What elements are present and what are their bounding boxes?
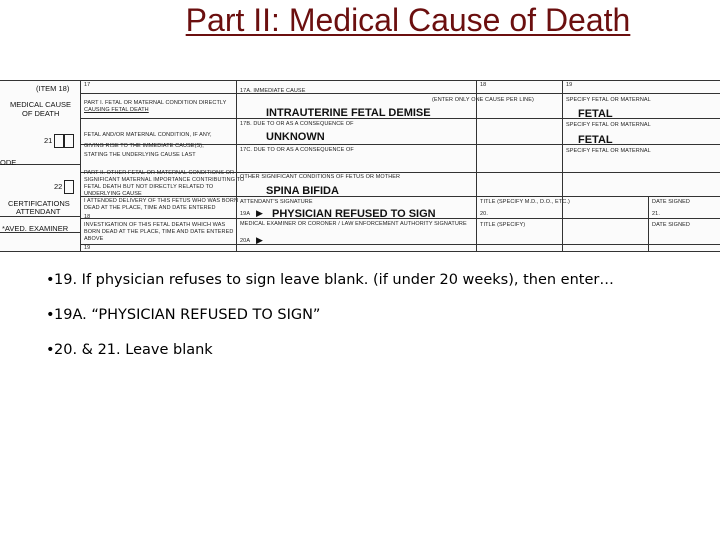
- checkbox: [64, 180, 74, 194]
- specify-label: SPECIFY FETAL OR MATERNAL: [566, 148, 651, 154]
- part2-text: PART II. OTHER FETAL OR MATERNAL CONDITIONS OR: [84, 170, 235, 176]
- part1-text: STATING THE UNDERLYING CAUSE LAST: [84, 152, 196, 158]
- signature-entry: PHYSICIAN REFUSED TO SIGN: [272, 208, 436, 220]
- row-number: 21: [44, 136, 53, 145]
- row-20a-label: 20A: [240, 238, 251, 244]
- form-rule: [0, 216, 80, 217]
- row-number: 22: [54, 182, 63, 191]
- item-header: (ITEM 18): [36, 84, 70, 93]
- row-19a-label: 19A: [240, 211, 251, 217]
- due-to-entry: UNKNOWN: [266, 131, 325, 143]
- col-number: 17: [84, 82, 91, 88]
- specify-label: SPECIFY FETAL OR MATERNAL: [566, 122, 651, 128]
- part2-text: UNDERLYING CAUSE: [84, 191, 142, 197]
- left-examiner: *AVED. EXAMINER: [2, 224, 69, 233]
- form-rule: [80, 196, 720, 197]
- other-conditions-entry: SPINA BIFIDA: [266, 185, 339, 197]
- instruction-item: [46, 342, 706, 358]
- part1-text: GIVING RISE TO THE IMMEDIATE CAUSE(S),: [84, 143, 204, 149]
- left-attendant: ATTENDANT: [16, 207, 61, 216]
- form-rule: [80, 80, 81, 252]
- part1-text: PART I. FETAL OR MATERNAL CONDITION DIRECTLY: [84, 100, 227, 106]
- investigation-text: ABOVE: [84, 236, 104, 242]
- due-to-label: 17B. DUE TO OR AS A CONSEQUENCE OF: [240, 121, 354, 127]
- part1-text: FETAL AND/OR MATERNAL CONDITION, IF ANY,: [84, 132, 212, 138]
- instruction-text: 19. If physician refuses to sign leave blank. (if under 20 weeks), then enter…: [54, 272, 614, 288]
- date-signed-label: DATE SIGNED: [652, 199, 690, 205]
- part1-text: CAUSING FETAL DEATH: [84, 107, 149, 113]
- form-rule: [0, 251, 720, 252]
- row-21-label: 21.: [652, 211, 660, 217]
- col-label: 17A. IMMEDIATE CAUSE: [240, 88, 306, 94]
- row-number: 18: [84, 214, 91, 220]
- instruction-list: [46, 272, 706, 377]
- form-rule: [80, 244, 720, 245]
- col-number: 18: [480, 82, 487, 88]
- attended-text: DEAD AT THE PLACE, TIME AND DATE ENTERED: [84, 205, 216, 211]
- row-20-label: 20.: [480, 211, 488, 217]
- other-significant-label: OTHER SIGNIFICANT CONDITIONS OF FETUS OR MOTHER: [240, 174, 401, 180]
- left-certifications: CERTIFICATIONS: [8, 199, 70, 208]
- col-number: 19: [566, 82, 573, 88]
- specify-label: SPECIFY FETAL OR MATERNAL: [566, 97, 651, 103]
- part2-text: FETAL DEATH BUT NOT DIRECTLY RELATED TO: [84, 184, 214, 190]
- medical-examiner-label: MEDICAL EXAMINER OR CORONER / LAW ENFORCEMENT AUTHORITY SIGNATURE: [240, 221, 467, 227]
- form-rule: [648, 196, 649, 252]
- bullet-icon: •: [46, 342, 55, 358]
- arrow-icon: ▶: [256, 208, 263, 218]
- attended-text: I ATTENDED DELIVERY OF THIS FETUS WHO WAS BORN: [84, 198, 239, 204]
- immediate-cause-entry: INTRAUTERINE FETAL DEMISE: [266, 107, 431, 119]
- instruction-item: [46, 307, 706, 323]
- part2-text: SIGNIFICANT MATERNAL IMPORTANCE CONTRIBUTING TO: [84, 177, 245, 183]
- left-heading: OF DEATH: [22, 109, 60, 118]
- code-label: ODE: [0, 158, 17, 167]
- checkbox: [54, 134, 64, 148]
- arrow-icon: ▶: [256, 235, 263, 245]
- page-title: Part II: Medical Cause of Death: [185, 2, 631, 38]
- left-heading: MEDICAL CAUSE: [10, 100, 71, 109]
- attendant-signature-label: ATTENDANT'S SIGNATURE: [240, 199, 313, 205]
- form-rule: [562, 80, 563, 252]
- specify-entry: FETAL: [578, 134, 613, 146]
- date-signed-label: DATE SIGNED: [652, 222, 690, 228]
- title-specify-label: TITLE (SPECIFY): [480, 222, 526, 228]
- row-number: 19: [84, 245, 91, 251]
- fetal-death-certificate-form: [0, 80, 720, 252]
- instruction-item: [46, 272, 706, 288]
- form-rule: [236, 80, 237, 252]
- instruction-text: 20. & 21. Leave blank: [54, 342, 213, 358]
- form-rule: [476, 80, 477, 252]
- checkbox: [64, 134, 74, 148]
- specify-entry: FETAL: [578, 108, 613, 120]
- title-specify-label: TITLE (SPECIFY M.D., D.O., ETC.): [480, 199, 570, 205]
- bullet-icon: •: [46, 307, 55, 323]
- instruction-text: 19A. “PHYSICIAN REFUSED TO SIGN”: [54, 307, 321, 323]
- investigation-text: INVESTIGATION OF THIS FETAL DEATH WHICH WAS: [84, 222, 226, 228]
- enter-only-note: (ENTER ONLY ONE CAUSE PER LINE): [432, 97, 534, 103]
- form-rule: [0, 80, 720, 81]
- investigation-text: BORN DEAD AT THE PLACE, TIME AND DATE ENTERED: [84, 229, 234, 235]
- bullet-icon: •: [46, 272, 55, 288]
- form-rule: [80, 93, 720, 94]
- due-to-label: 17C. DUE TO OR AS A CONSEQUENCE OF: [240, 147, 354, 153]
